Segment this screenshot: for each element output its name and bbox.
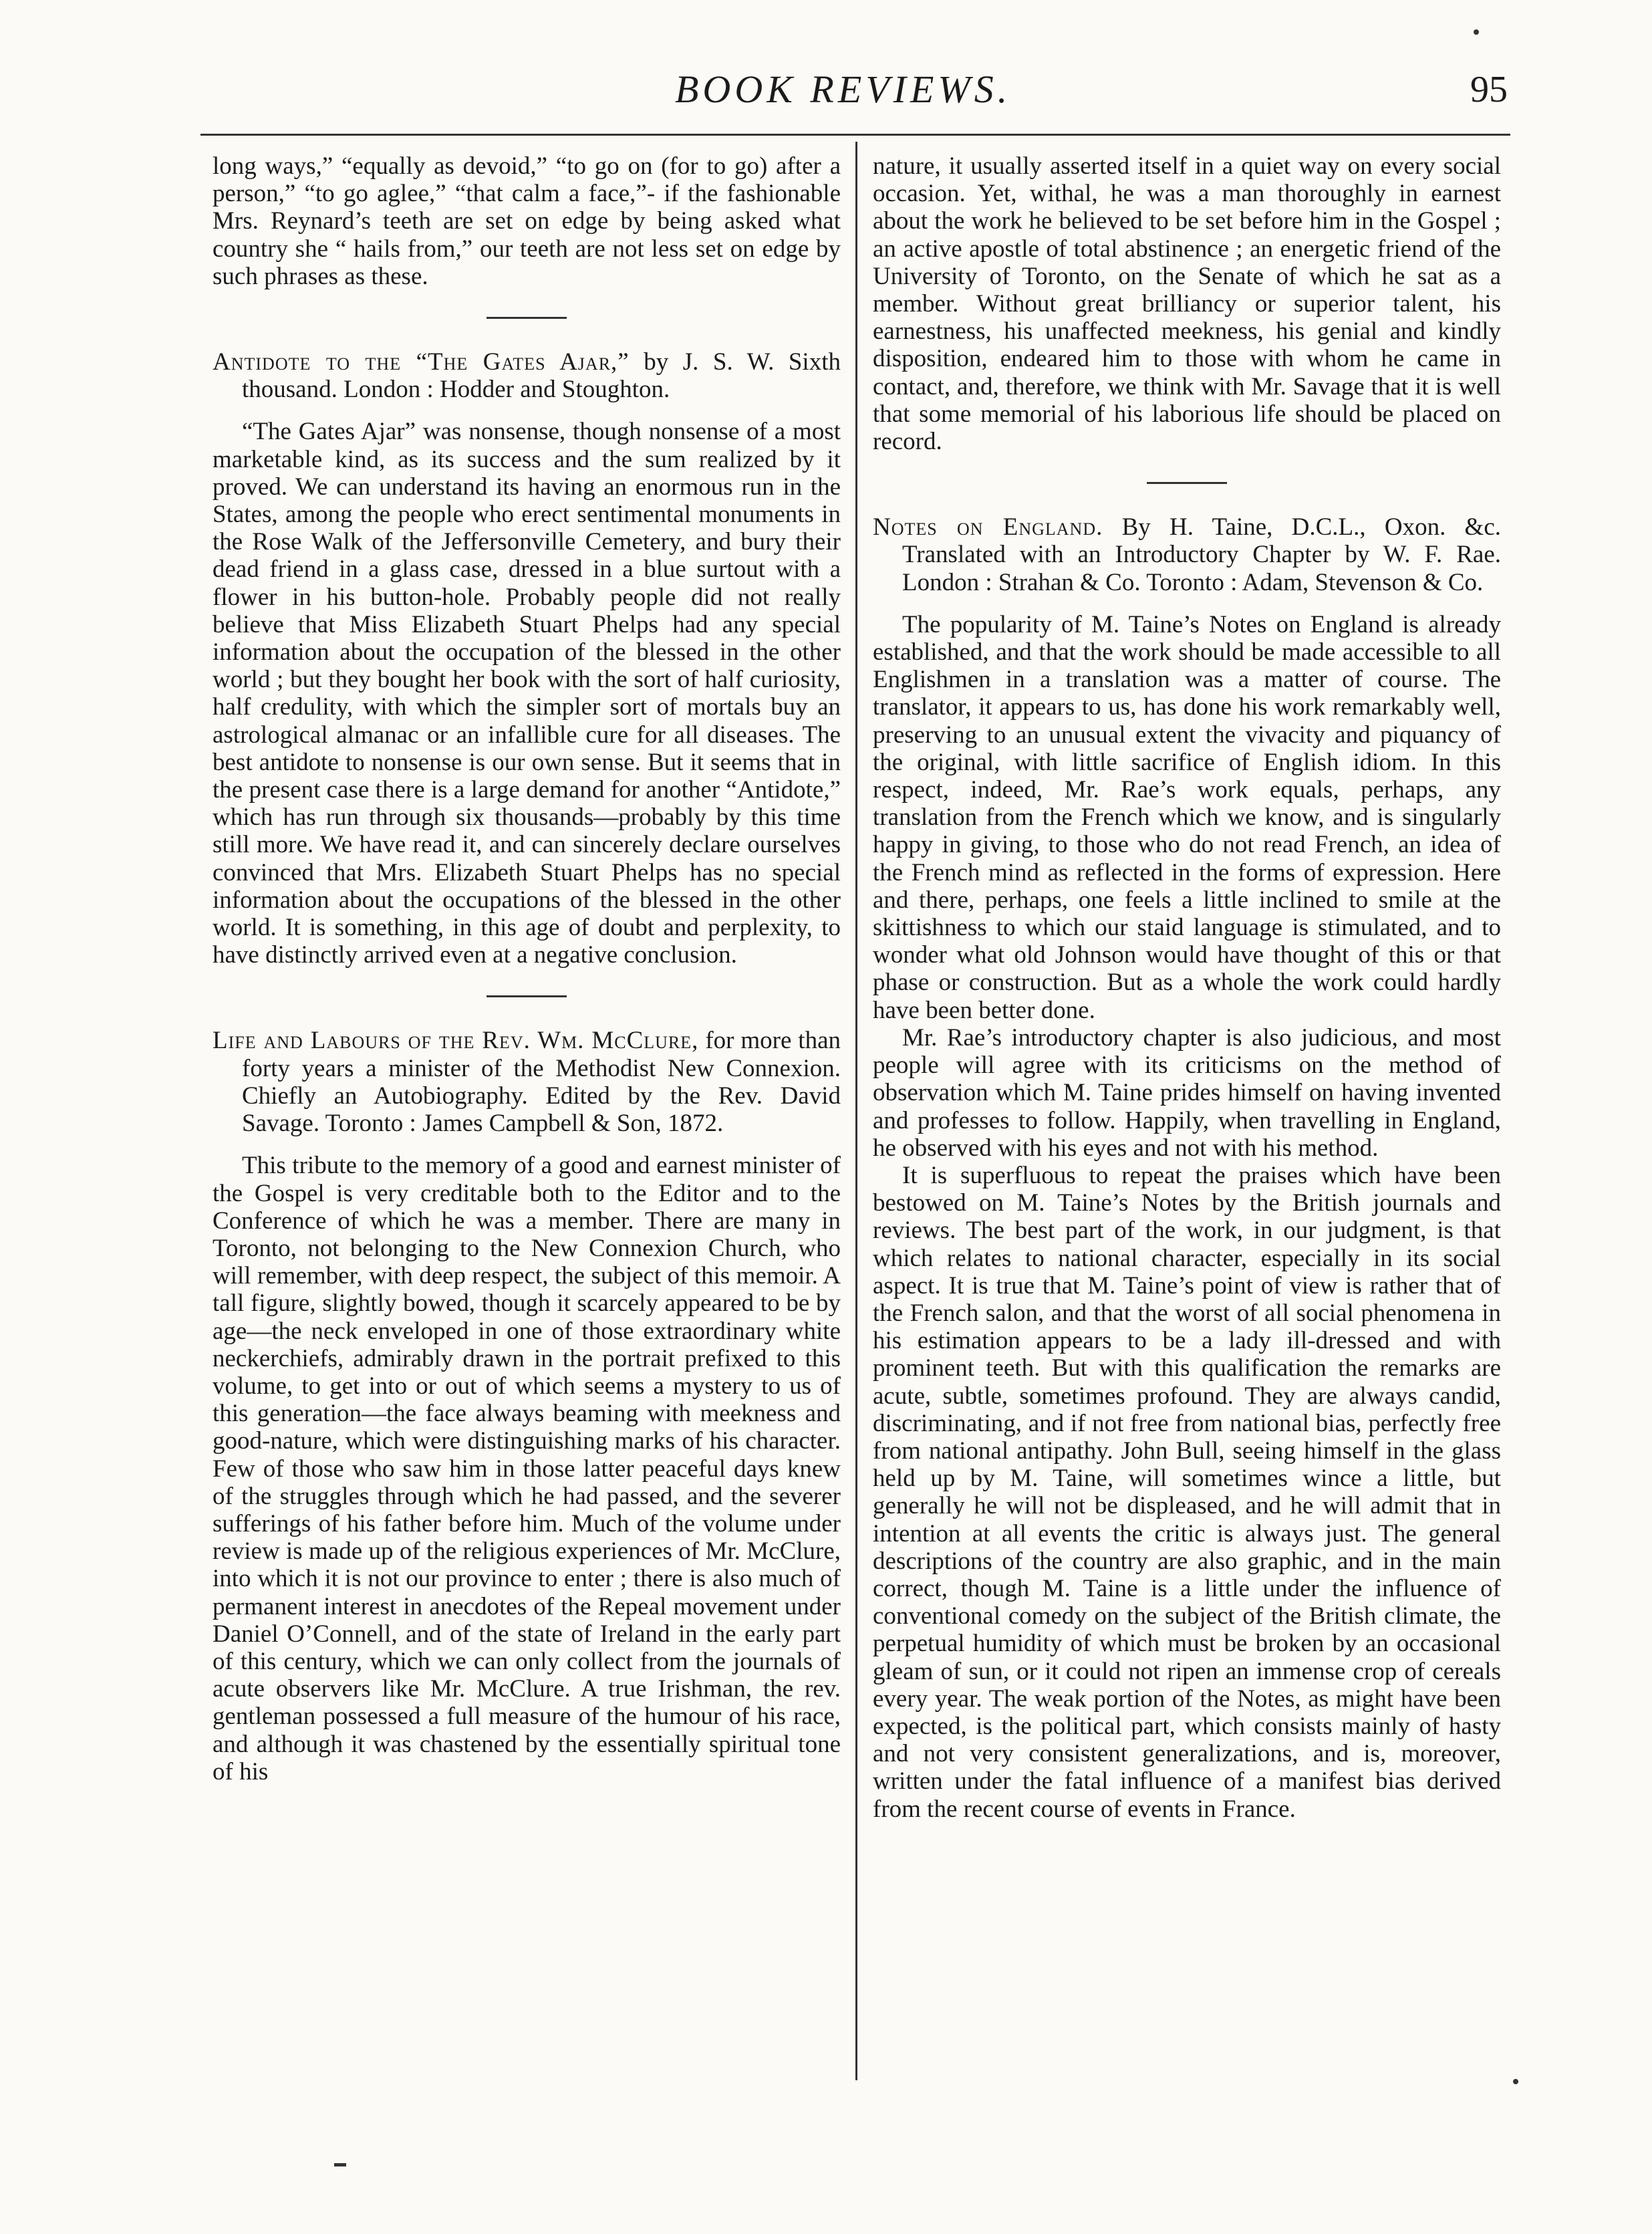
- header-rule: [200, 134, 1510, 136]
- running-title: BOOK REVIEWS.: [675, 68, 1012, 111]
- review-body: This tribute to the memory of a good and earnest minister of the Gospel is very creditable both to the Editor and to the Conference of which he was a member. There are many in Toronto, not belonging to the New Connexion Church, who will remember, with deep respect, the subject of this memoir. A tall figure, slightly bowed, though it scarcely appeared to be by age—the neck enveloped in one of those extraordinary white neckerchiefs, admirably drawn in the portrait prefixed to this volume, to get into or out of which seems a mystery to us of this generation—the face always beaming with meekness and good-nature, which were distinguishing marks of his character. Few of those who saw him in those latter peaceful days knew of the struggles through which he had passed, and the severer sufferings of his father before him. Much of the volume under review is made up of the religious experiences of Mr. McClure, into which it is not our province to enter ; there is also much of permanent interest in anecdotes of the Repeal movement under Daniel O’Connell, and of the state of Ireland in the early part of this century, which we can only collect from the journals of acute observers like Mr. McClure. A true Irishman, the rev. gentleman possessed a full measure of the humour of his race, and although it was chastened by the essentially spiritual tone of his: [213, 1152, 841, 1785]
- review-citation: for more than forty years a minister of the Methodist New Connexion. Chiefly an Autobiography. Edited by the Rev. David Savage. Toronto : James Campbell & Son, 1872.: [242, 1027, 841, 1138]
- ink-speck: [1474, 29, 1479, 35]
- section-divider: [487, 317, 567, 319]
- review-title: Life and Labours of the Rev. Wm. McClure,: [213, 1027, 699, 1055]
- review-body: The popularity of M. Taine’s Notes on England is already established, and that the work should be made accessible to all Englishmen in a translation was a matter of course. The translator, it appears to us, has done his work remarkably well, preserving to an unusual extent the vivacity and piquancy of the original, with little sacrifice of English idiom. In this respect, indeed, Mr. Rae’s work equals, perhaps, any translation from the French which we know, and is singularly happy in giving, to those who do not read French, an idea of the French mind as reflected in the forms of expression. Here and there, perhaps, one feels a little inclined to smile at the skittishness to which our staid language is stimulated, and to wonder what old Johnson would have thought of this or that phase or construction. But as a whole the work could hardly have been better done.: [873, 610, 1501, 1024]
- review-citation: By H. Taine, D.C.L., Oxon. &c. Translated with an Introductory Chapter by W. F. Rae. London : Strahan & Co. Toronto : Adam, Stevenson & Co.: [902, 513, 1501, 596]
- review-body: “The Gates Ajar” was nonsense, though nonsense of a most marketable kind, as its success and the sum realized by it proved. We can understand its having an enormous run in the States, among the people who erect sentimental monuments in the Rose Walk of the Jeffersonville Cemetery, and bury their dead friend in a glass case, dressed in a blue surtout with a flower in his button-hole. Probably people did not really believe that Miss Elizabeth Stuart Phelps had any special information about the occupation of the blessed in the other world ; but they bought her book with the sort of half curiosity, half credulity, with which the simpler sort of mortals buy an astrological almanac or an infallible cure for all diseases. The best antidote to nonsense is our own sense. But it seems that in the present case there is a large demand for another “Antidote,” which has run through six thousands—probably by this time still more. We have read it, and can sincerely declare ourselves convinced that Mrs. Elizabeth Stuart Phelps has no special information about the occupations of the blessed in the other world. It is something, in this age of doubt and perplexity, to have distinctly arrived even at a negative conclusion.: [213, 418, 841, 969]
- review-heading: [873, 513, 1501, 596]
- review-title: Notes on England.: [873, 513, 1103, 541]
- running-head: [0, 61, 1652, 115]
- section-divider: [1147, 482, 1227, 484]
- ink-speck: [1513, 2079, 1518, 2084]
- right-column: [873, 152, 1501, 1823]
- section-divider: [487, 995, 567, 997]
- review-heading: [213, 348, 841, 403]
- continuation-paragraph: nature, it usually asserted itself in a quiet way on every social occasion. Yet, withal, he was a man thoroughly in earnest about the work he believed to be set before him in the Gospel ; an active apostle of total abstinence ; an energetic friend of the University of Toronto, on the Senate of which he sat as a member. Without great brilliancy or superior talent, his earnestness, his unaffected meekness, his genial and kindly disposition, endeared him to those with whom he came in contact, and, therefore, we think with Mr. Savage that it is well that some memorial of his laborious life should be placed on record.: [873, 152, 1501, 456]
- review-title: Antidote to the “The Gates Ajar,”: [213, 348, 630, 376]
- continuation-paragraph: long ways,” “equally as devoid,” “to go on (for to go) after a person,” “to go aglee,” “that calm a face,”- if the fashionable Mrs. Reynard’s teeth are set on edge by being asked what country she “ hails from,” our teeth are not less set on edge by such phrases as these.: [213, 152, 841, 290]
- ink-speck: [334, 2163, 346, 2166]
- review-body: Mr. Rae’s introductory chapter is also judicious, and most people will agree with its criticisms on the method of observation which M. Taine prides himself on having invented and professes to follow. Happily, when travelling in England, he observed with his eyes and not with his method.: [873, 1023, 1501, 1162]
- review-citation: by J. S. W. Sixth thousand. London : Hodder and Stoughton.: [242, 348, 841, 404]
- review-body: It is superfluous to repeat the praises which have been bestowed on M. Taine’s Notes by the British journals and reviews. The best part of the work, in our judgment, is that which relates to national character, especially in its social aspect. It is true that M. Taine’s point of view is rather that of the French salon, and that the worst of all social phenomena in his estimation appears to be a lady ill-dressed and with prominent teeth. But with this qualification the remarks are acute, subtle, sometimes profound. They are always candid, discriminating, and if not free from national bias, perfectly free from national antipathy. John Bull, seeing himself in the glass held up by M. Taine, will sometimes wince a little, but generally he will not be displeased, and he will admit that in intention at all events the critic is always just. The general descriptions of the country are also graphic, and in the main correct, though M. Taine is a little under the influence of conventional comedy on the subject of the British climate, the perpetual humidity of which must be broken by an occasional gleam of sun, or it could not ripen an immense crop of cereals every year. The weak portion of the Notes, as might have been expected, is the political part, which consists mainly of hasty and not very consistent generalizations, and is, moreover, written under the fatal influence of a manifest bias derived from the recent course of events in France.: [873, 1161, 1501, 1823]
- column-divider: [855, 142, 857, 2080]
- page-number: 95: [1470, 69, 1508, 110]
- review-heading: [213, 1027, 841, 1137]
- left-column: [213, 152, 841, 1785]
